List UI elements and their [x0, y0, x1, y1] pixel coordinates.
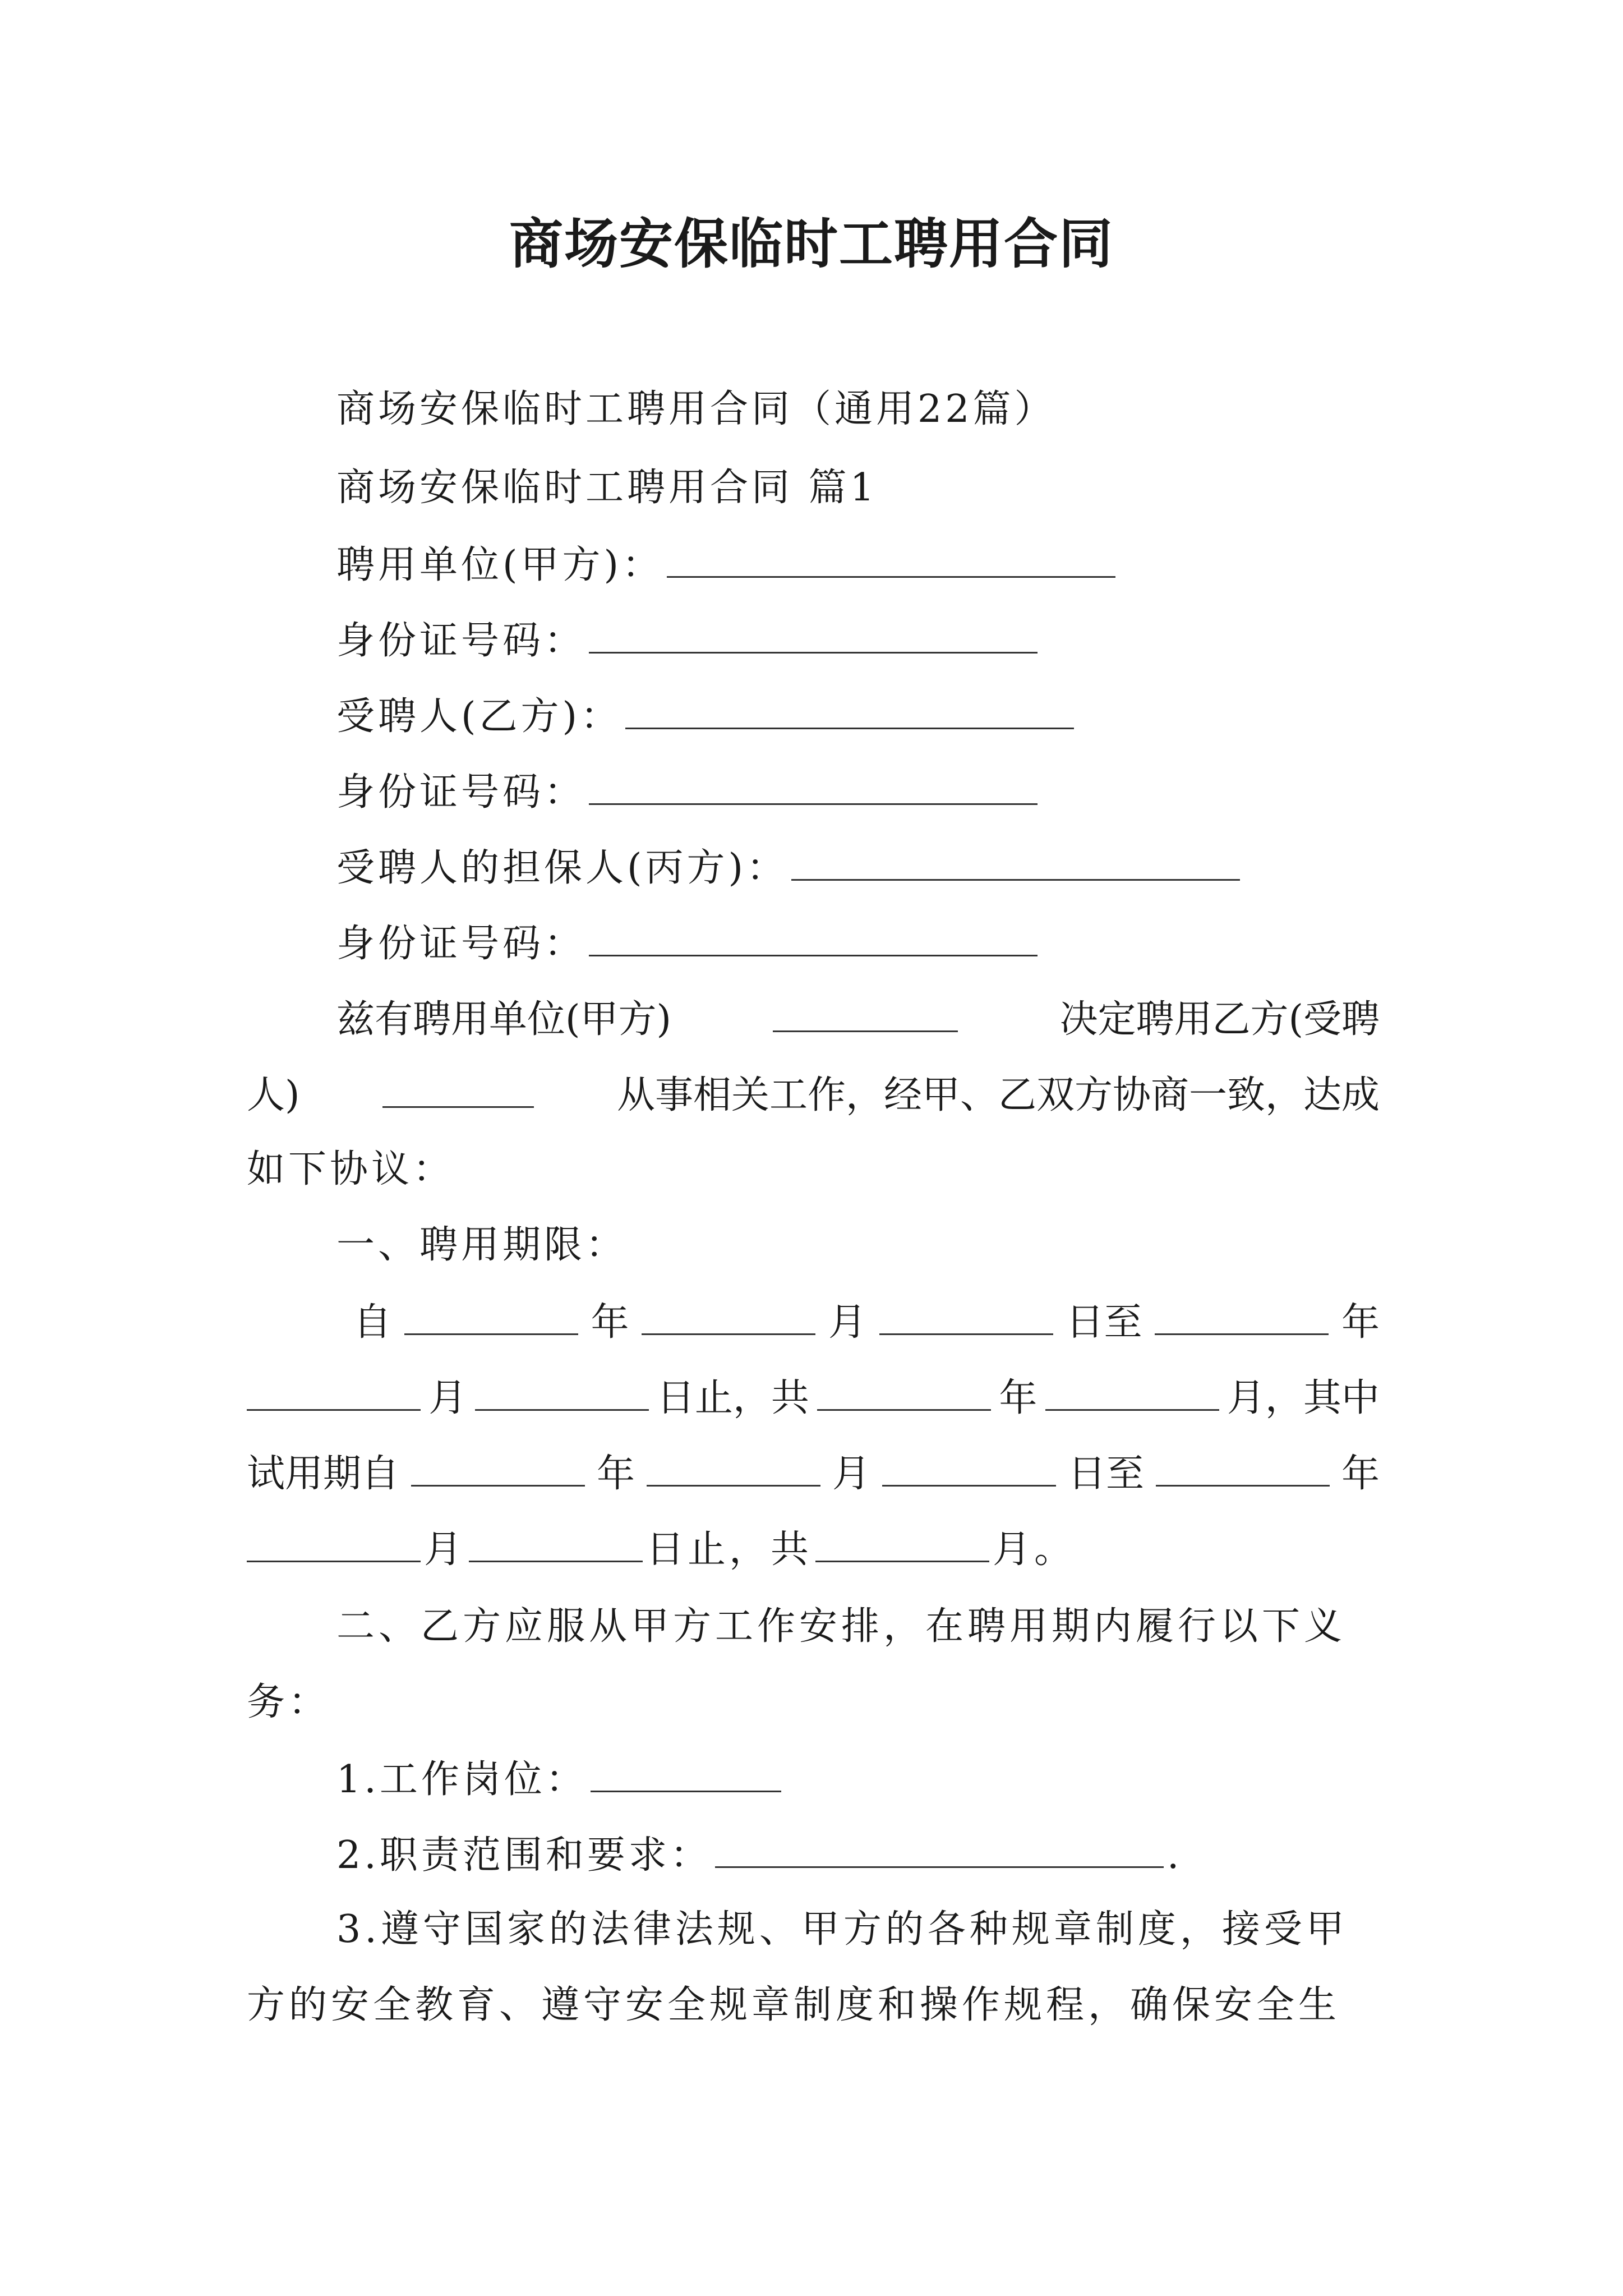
intro-line-2 — [247, 1066, 1380, 1124]
term-text: 月 — [428, 1376, 467, 1420]
item1-label: 1.工作岗位： — [336, 1757, 587, 1802]
term-blank — [475, 1369, 649, 1411]
term-blank — [469, 1520, 643, 1562]
term-text: 年 — [591, 1300, 629, 1345]
term-text: 月。 — [993, 1527, 1076, 1572]
term-text: 月 — [828, 1300, 866, 1345]
intro-text: 决定聘用乙方(受聘 — [1059, 997, 1380, 1042]
document-title: 商场安保临时工聘用合同 — [509, 212, 1114, 275]
term-text: 日至 — [1066, 1300, 1142, 1345]
term-blank — [879, 1293, 1053, 1335]
term-text: 日止，共 — [656, 1376, 809, 1420]
id-blank — [589, 611, 1038, 654]
term-text: 日至 — [1067, 1452, 1144, 1496]
item1-row — [336, 1750, 785, 1808]
term-blank — [1156, 1444, 1330, 1487]
party-b-label: 受聘人(乙方)： — [336, 694, 623, 739]
document-subtitle: 商场安保临时工聘用合同（通用22篇） — [336, 387, 1056, 431]
intro-text: 人) — [247, 1073, 300, 1117]
item3-line-1: 3.遵守国家的法律法规、甲方的各种规章制度，接受甲 — [336, 1907, 1348, 1952]
party-b-row — [336, 687, 1077, 745]
intro-line-1 — [336, 990, 1380, 1048]
party-c-label: 受聘人的担保人(丙方)： — [336, 846, 789, 890]
intro-line-3: 如下协议： — [247, 1147, 455, 1191]
id-row-a — [336, 611, 1041, 669]
party-c-row — [336, 839, 1243, 896]
id-label: 身份证号码： — [336, 770, 586, 815]
term-line-2 — [247, 1369, 1380, 1427]
term-text: 自 — [353, 1300, 392, 1345]
party-b-blank — [625, 687, 1074, 729]
term-text: 年 — [596, 1452, 635, 1496]
party-a-row — [336, 536, 1119, 593]
term-text: 月 — [832, 1452, 870, 1496]
clause1-heading: 一、聘用期限： — [336, 1223, 628, 1267]
term-text: 日止，共 — [646, 1527, 813, 1572]
item3-line-2: 方的安全教育、遵守安全规章制度和操作规程，确保安全生 — [247, 1983, 1341, 2027]
id-row-c — [336, 914, 1041, 972]
term-blank — [1155, 1293, 1329, 1335]
term-blank — [1045, 1369, 1219, 1411]
intro-blank — [382, 1066, 534, 1108]
term-text: 月 — [424, 1527, 466, 1572]
clause2-line-1: 二、乙方应服从甲方工作安排，在聘用期内履行以下义 — [336, 1604, 1347, 1649]
id-blank — [589, 763, 1038, 805]
id-label: 身份证号码： — [336, 922, 586, 966]
id-blank — [589, 914, 1038, 956]
intro-text: 兹有聘用单位(甲方) — [336, 997, 672, 1042]
id-row-b — [336, 763, 1041, 821]
term-blank — [404, 1293, 578, 1335]
item1-blank — [591, 1750, 781, 1792]
term-text: 年 — [999, 1376, 1038, 1420]
term-line-1 — [353, 1293, 1380, 1351]
intro-text: 从事相关工作，经甲、乙双方协商一致，达成 — [616, 1073, 1380, 1117]
term-blank — [411, 1444, 585, 1487]
item2-blank — [715, 1826, 1164, 1868]
term-blank — [647, 1444, 820, 1487]
party-a-blank — [667, 536, 1115, 578]
party-a-label: 聘用单位(甲方)： — [336, 543, 664, 587]
id-label: 身份证号码： — [336, 619, 586, 663]
item2-row — [336, 1826, 1183, 1884]
clause2-line-2: 务： — [247, 1680, 330, 1724]
section-heading: 商场安保临时工聘用合同 篇1 — [336, 466, 878, 510]
item2-end: . — [1166, 1833, 1183, 1878]
term-text: 年 — [1341, 1452, 1380, 1496]
term-line-4 — [247, 1520, 1076, 1578]
intro-blank — [773, 990, 958, 1032]
term-blank — [817, 1369, 991, 1411]
term-text: 月，其中 — [1227, 1376, 1380, 1420]
item2-label: 2.职责范围和要求： — [336, 1833, 712, 1878]
term-text: 年 — [1341, 1300, 1380, 1345]
term-blank — [815, 1520, 989, 1562]
term-line-3 — [247, 1444, 1380, 1502]
term-blank — [882, 1444, 1056, 1487]
term-blank — [642, 1293, 815, 1335]
term-blank — [247, 1369, 421, 1411]
term-text: 试用期自 — [247, 1452, 400, 1496]
term-blank — [247, 1520, 421, 1562]
party-c-blank — [791, 839, 1240, 881]
